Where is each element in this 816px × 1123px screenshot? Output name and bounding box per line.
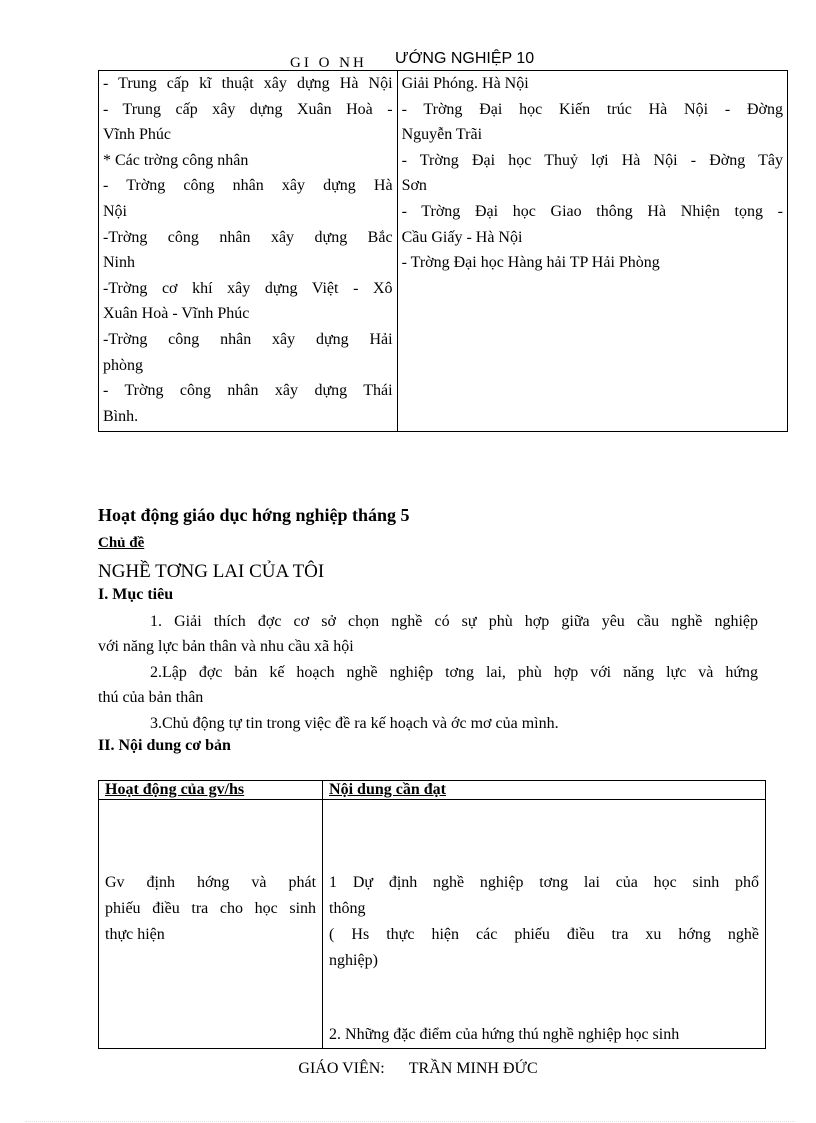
school-line: * Các trờng công nhân <box>103 151 249 169</box>
teacher-label: GIÁO VIÊN: <box>298 1060 385 1077</box>
objectives-heading: I. Mục tiêu <box>98 586 174 603</box>
school-line: Nguyễn Trãi <box>401 126 483 144</box>
objective-line: 2.Lập đợc bản kế hoạch nghề nghiệp tơng lai, phù hợp với năng lực và hứng <box>150 664 758 681</box>
school-line: -Trờng công nhân xây dựng Bắc <box>103 228 393 246</box>
schools-column-left <box>99 71 398 432</box>
content-line: 1 Dự định nghề nghiệp tơng lai của học sinh phổ <box>329 874 759 891</box>
school-line: Xuân Hoà - Vĩnh Phúc <box>103 305 250 323</box>
teacher-name: TRẦN MINH ĐỨC <box>408 1060 538 1077</box>
activity-header: Hoạt động của gv/hs <box>99 781 323 800</box>
objective-line: với năng lực bản thân và nhu cầu xã hội <box>98 638 354 655</box>
school-line: - Trờng Đại học Hàng hải TP Hải Phòng <box>401 254 660 272</box>
school-line: Giải Phóng. Hà Nội <box>401 75 529 92</box>
activity-cell <box>99 800 323 1049</box>
activity-line: phiếu điều tra cho học sinh <box>105 900 317 917</box>
header-title-part2: ƯỚNG NGHIỆP 10 <box>395 50 535 67</box>
school-line: - Trờng công nhân xây dựng Thái <box>103 382 393 400</box>
objective-item <box>98 609 758 659</box>
theme-label: Chủ đề <box>98 535 145 551</box>
content-cell <box>323 800 766 1049</box>
activity-table <box>98 780 766 1049</box>
school-line: -Trờng công nhân xây dựng Hải <box>103 330 393 348</box>
school-line: Bình. <box>103 407 139 425</box>
content-heading: II. Nội dung cơ bản <box>98 737 231 754</box>
content-line: 2. Những đặc điểm của hứng thú nghề nghiệp học sinh <box>329 1026 680 1043</box>
school-line: - Trung cấp kĩ thuật xây dựng Hà Nội <box>103 75 393 92</box>
school-line: Vĩnh Phúc <box>103 126 171 144</box>
activity-line: Gv định hớng và phát <box>105 874 317 891</box>
header-title-part1: GI O NH <box>290 55 367 71</box>
school-line: Sơn <box>401 177 427 195</box>
school-line: - Trờng Đại học Thuỷ lợi Hà Nội - Đờng Tây <box>401 151 783 169</box>
page-header <box>0 50 816 70</box>
school-line: - Trờng Đại học Giao thông Hà Nhiện tọng - <box>401 202 783 220</box>
page-footer <box>0 1060 816 1078</box>
school-line: -Trờng cơ khí xây dựng Việt - Xô <box>103 279 393 297</box>
objective-item <box>98 711 758 736</box>
section-title: Hoạt động giáo dục hớng nghiệp tháng 5 <box>98 505 410 525</box>
schools-column-right <box>397 71 787 432</box>
content-line: ( Hs thực hiện các phiếu điều tra xu hớng nghề <box>329 926 759 943</box>
page-bottom-divider <box>25 1121 795 1122</box>
school-line: Ninh <box>103 254 135 272</box>
objective-line: 3.Chủ động tự tin trong việc đề ra kế hoạch và ớc mơ của mình. <box>150 715 559 732</box>
content-line: nghiệp) <box>329 952 378 969</box>
school-line: Cầu Giấy - Hà Nội <box>401 228 523 246</box>
activity-line: thực hiện <box>105 926 165 943</box>
objective-item <box>98 660 758 710</box>
school-line: phòng <box>103 356 143 374</box>
theme-title: NGHỀ TƠNG LAI CỦA TÔI <box>98 561 325 582</box>
school-line: - Trờng Đại học Kiến trúc Hà Nội - Đờng <box>401 100 783 118</box>
content-line: thông <box>329 900 366 917</box>
school-line: - Trung cấp xây dựng Xuân Hoà - <box>103 100 393 118</box>
objective-line: 1. Giải thích đợc cơ sở chọn nghề có sự phù hợp giữa yêu cầu nghề nghiệp <box>150 613 758 630</box>
objective-line: thú của bản thân <box>98 689 204 706</box>
school-line: Nội <box>103 202 127 220</box>
content-header: Nội dung cần đạt <box>323 781 766 800</box>
school-line: - Trờng công nhân xây dựng Hà <box>103 177 393 195</box>
schools-table <box>98 70 788 432</box>
